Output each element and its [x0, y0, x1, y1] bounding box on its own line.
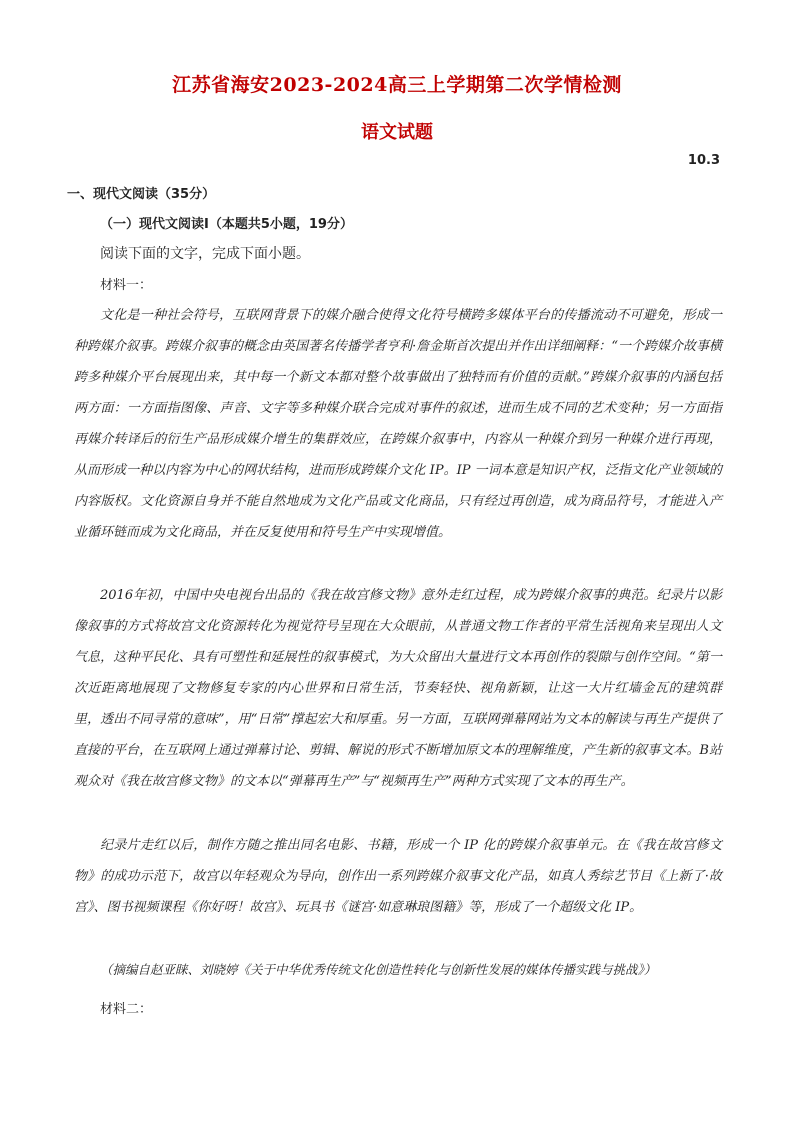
- material-one-paragraph: 文化是一种社会符号，互联网背景下的媒介融合使得文化符号横跨多媒体平台的传播流动不可避免，形成一种跨媒介叙事。跨媒介叙事的概念由英国著名传播学者亨利·詹金斯首次提出并作出详细阐释：“一个跨媒介故事横跨多种媒介平台展现出来，其中每一个新文本都对整个故事做出了独特而有价值的贡献。”跨媒介叙事的内涵包括两方面：一方面指图像、声音、文字等多种媒介联合完成对事件的叙述，进而生成不同的艺术变种；另一方面指再媒介转译后的衍生产品形成媒介增生的集群效应，在跨媒介叙事中，内容从一种媒介到另一种媒介进行再现，从而形成一种以内容为中心的网状结构，进而形成跨媒介文化 IP。IP 一词本意是知识产权，泛指文化产业领域的内容版权。文化资源自身并不能自然地成为文化产品或文化商品，只有经过再创造，成为商品符号，才能进入产业循环链而成为文化商品，并在反复使用和符号生产中实现增值。: [74, 308, 722, 540]
- material-one-paragraph: 纪录片走红以后，制作方随之推出同名电影、书籍，形成一个 IP 化的跨媒介叙事单元。在《我在故宫修文物》的成功示范下，故宫以年轻观众为导向，创作出一系列跨媒介叙事文化产品，如真人秀综艺节目《上新了·故宫》、图书视频课程《你好呀！故宫》、玩具书《谜宫·如意琳琅图籍》等，形成了一个超级文化 IP。: [74, 838, 722, 915]
- reading-instruction: 阅读下面的文字，完成下面小题。: [100, 246, 310, 262]
- material-one-paragraph: 2016年初，中国中央电视台出品的《我在故宫修文物》意外走红过程，成为跨媒介叙事的典范。纪录片以影像叙事的方式将故宫文化资源转化为视觉符号呈现在大众眼前，从普通文物工作者的平常生活视角来呈现出人文气息，这种平民化、具有可塑性和延展性的叙事模式，为大众留出大量进行文本再创作的裂隙与创作空间。“第一次近距离地展现了文物修复专家的内心世界和日常生活，节奏轻快、视角新颖，让这一大片红墙金瓦的建筑群里，透出不同寻常的意味”，用“日常”撑起宏大和厚重。另一方面，互联网弹幕网站为文本的解读与再生产提供了直接的平台，在互联网上通过弹幕讨论、剪辑、解说的形式不断增加原文本的理解维度，产生新的叙事文本。B站观众对《我在故宫修文物》的文本以“弹幕再生产”与“视频再生产”两种方式实现了文本的再生产。: [74, 588, 722, 789]
- material-two-label: 材料二：: [100, 1002, 153, 1017]
- document-title: 江苏省海安2023-2024高三上学期第二次学情检测: [172, 74, 622, 96]
- section-heading: 一、现代文阅读（35分）: [67, 187, 216, 202]
- subsection-heading: （一）现代文阅读Ⅰ（本题共5小题，19分）: [100, 217, 353, 232]
- document-subtitle: 语文试题: [361, 122, 433, 143]
- material-one-label: 材料一：: [100, 278, 153, 293]
- document-date: 10.3: [687, 153, 720, 168]
- material-one-source: （摘编自赵亚睐、刘晓婷《关于中华优秀传统文化创造性转化与创新性发展的媒体传播实践与挑战》）: [100, 962, 657, 977]
